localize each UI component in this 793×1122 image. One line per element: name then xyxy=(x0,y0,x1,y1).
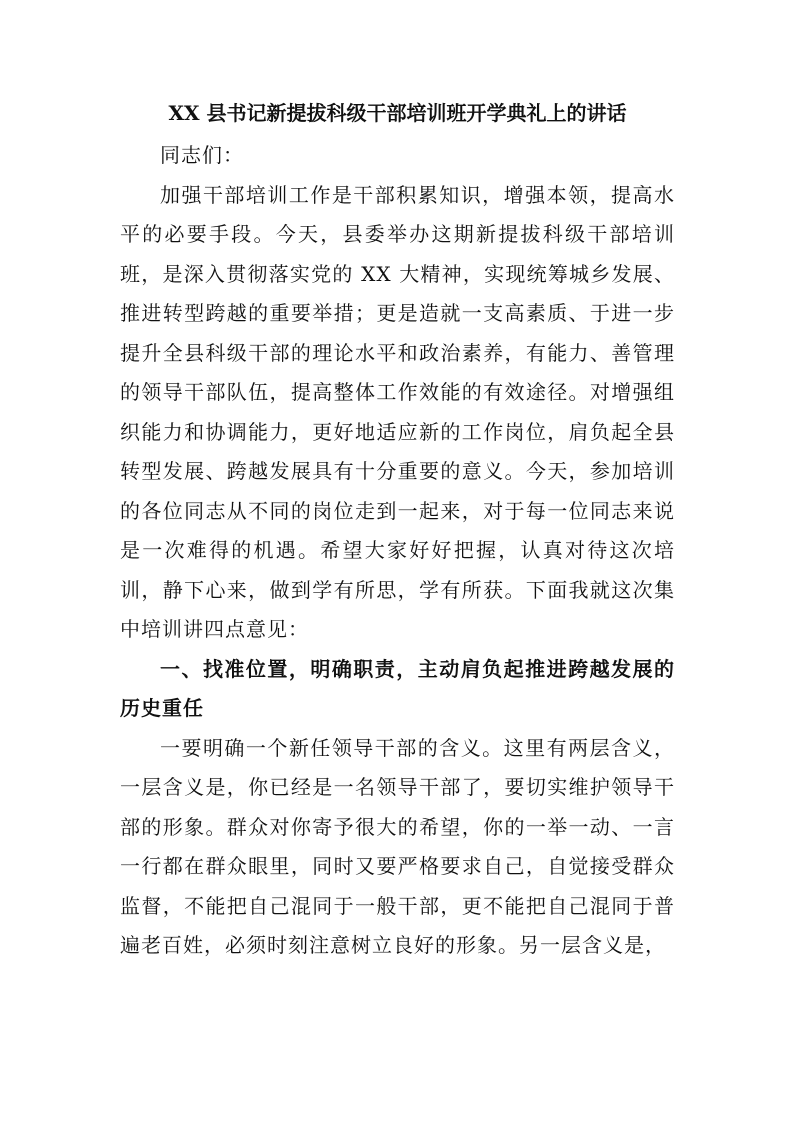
paragraph-2: 一要明确一个新任领导干部的含义。这里有两层含义，一层含义是，你已经是一名领导干部了，要切实维护领导干部的形象。群众对你寄予很大的希望，你的一举一动、一言一行都在群众眼里，同时又要严格要求自己，自觉接受群众监督，不能把自己混同于一般干部，更不能把自己混同于普遍老百姓，必须时刻注意树立良好的形象。另一层含义是， xyxy=(120,735,675,957)
paragraph-1: 加强干部培训工作是干部积累知识，增强本领，提高水平的必要手段。今天，县委举办这期新提拔科级干部培训班，是深入贯彻落实党的 XX 大精神，实现统筹城乡发展、推进转型跨越的重要举措；更是造就一支高素质、于进一步提升全县科级干部的理论水平和政治素养，有能力、善管理的领导干部队伍，提高整体工作效能的有效途径。对增强组织能力和协调能力，更好地适应新的工作岗位，肩负起全县转型发展、跨越发展具有十分重要的意义。今天，参加培训的各位同志从不同的岗位走到一起来，对于每一位同志来说是一次难得的机遇。希望大家好好把握，认真对待这次培训，静下心来，做到学有所思，学有所获。下面我就这次集中培训讲四点意见： xyxy=(120,182,675,641)
salutation: 同志们： xyxy=(160,143,244,167)
document-body xyxy=(120,136,675,966)
section-heading-1: 一、找准位置，明确职责，主动肩负起推进跨越发展的历史重任 xyxy=(120,656,675,720)
document-title: XX 县书记新提拔科级干部培训班开学典礼上的讲话 xyxy=(168,101,627,125)
